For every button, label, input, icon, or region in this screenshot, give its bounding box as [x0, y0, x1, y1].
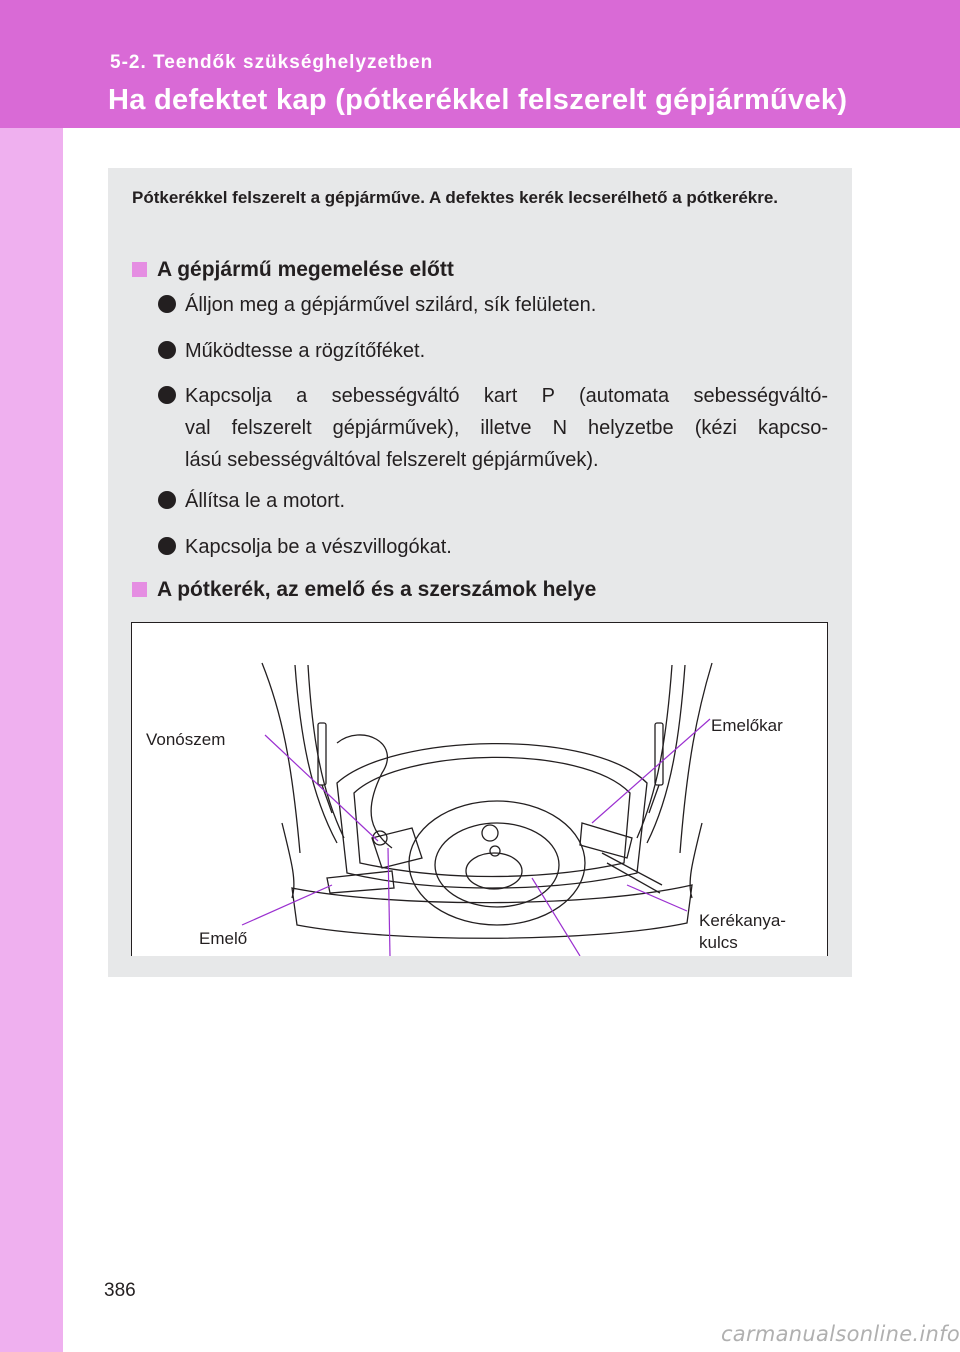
header-banner	[0, 0, 960, 128]
subheading-label: A pótkerék, az emelő és a szerszámok helye	[157, 578, 597, 601]
bullet-item	[158, 531, 452, 563]
bullet-text: Álljon meg a gépjárművel szilárd, sík felületen.	[185, 294, 597, 316]
page-title: Ha defektet kap (pótkerékkel felszerelt gépjárművek)	[108, 84, 848, 116]
trunk-illustration	[131, 622, 828, 956]
label-line: kulcs	[699, 933, 738, 952]
round-bullet-icon	[158, 537, 176, 555]
trunk-drawing	[132, 623, 827, 956]
label-jack-handle: Emelőkar	[711, 716, 783, 735]
bullet-item	[158, 289, 596, 321]
round-bullet-icon	[158, 386, 176, 404]
bullet-item	[158, 485, 345, 517]
square-bullet-icon	[132, 262, 147, 277]
bullet-text	[158, 380, 828, 476]
bullet-line: Kapcsolja a sebességváltó kart P (automata sebességváltó-	[185, 385, 828, 407]
label-tow-eye: Vonószem	[146, 730, 226, 749]
bullet-text: Kapcsolja be a vészvillogókat.	[185, 536, 452, 558]
bullet-text: Működtesse a rögzítőféket.	[185, 340, 426, 362]
bullet-item	[158, 380, 828, 476]
subheading-locations	[132, 576, 596, 604]
bullet-line: lású sebességváltóval felszerelt gépjárművek).	[185, 449, 599, 471]
subheading-before-lifting	[132, 256, 454, 284]
bullet-text: Állítsa le a motort.	[185, 490, 346, 512]
label-wheel-nut-wrench	[699, 910, 786, 954]
page-number: 386	[104, 1280, 136, 1301]
subheading-label: A gépjármű megemelése előtt	[157, 258, 454, 281]
intro-text: Pótkerékkel felszerelt a gépjárműve. A defektes kerék lecserélhető a pótkerékre.	[132, 188, 779, 207]
round-bullet-icon	[158, 341, 176, 359]
side-strip	[0, 0, 63, 1352]
label-jack: Emelő	[199, 929, 248, 948]
watermark: carmanualsonline.info	[720, 1322, 960, 1346]
bullet-item	[158, 335, 425, 367]
bullet-line: val felszerelt gépjárművek), illetve N helyzetbe (kézi kapcso-	[185, 417, 828, 439]
section-label: 5-2. Teendők szükséghelyzetben	[110, 52, 434, 73]
label-line: Kerékanya-	[699, 911, 786, 930]
round-bullet-icon	[158, 491, 176, 509]
round-bullet-icon	[158, 295, 176, 313]
square-bullet-icon	[132, 582, 147, 597]
